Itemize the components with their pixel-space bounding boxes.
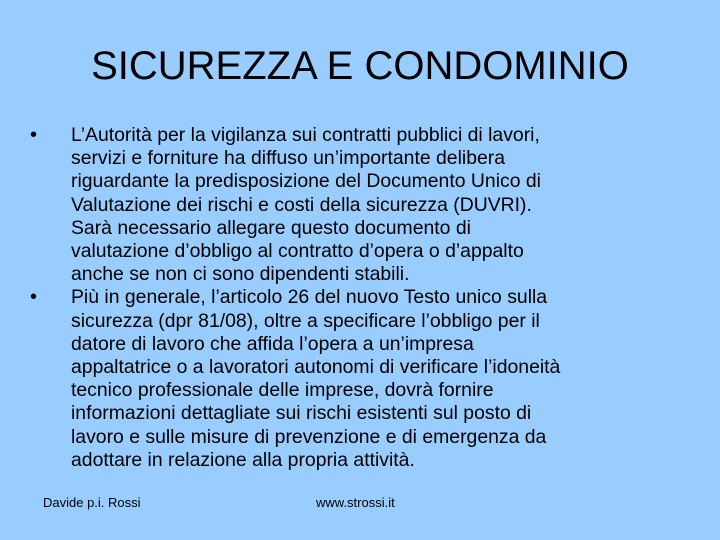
bullet-text-line: lavoro e sulle misure di prevenzione e di emergenza da <box>71 425 547 448</box>
bullet-text-line: sicurezza (dpr 81/08), oltre a specificare l’obbligo per il <box>71 309 540 332</box>
footer-author: Davide p.i. Rossi <box>43 495 141 510</box>
bullet-text-line: valutazione d’obbligo al contratto d’opera o d’appalto <box>71 240 524 263</box>
bullet-text-line: Più in generale, l’articolo 26 del nuovo Testo unico sulla <box>71 286 548 309</box>
bullet-list <box>28 124 700 472</box>
bullet-text-line: Valutazione dei rischi e costi della sicurezza (DUVRI). <box>71 193 532 216</box>
bullet-marker: • <box>30 286 38 309</box>
bullet-text-line: informazioni dettagliate sui rischi esistenti sul posto di <box>71 402 532 425</box>
bullet-text-line: adottare in relazione alla propria attività. <box>71 448 415 471</box>
bullet-item-delibera <box>28 124 700 286</box>
bullet-text-line: riguardante la predisposizione del Documento Unico di <box>71 170 541 193</box>
bullet-text-line: Sarà necessario allegare questo documento di <box>71 216 471 239</box>
bullet-text-line: tecnico professionale delle imprese, dovrà fornire <box>71 379 494 402</box>
footer-url: www.strossi.it <box>316 495 395 510</box>
bullet-text-line: L’Autorità per la vigilanza sui contratti pubblici di lavori, <box>71 124 540 146</box>
bullet-text-line: anche se non ci sono dipendenti stabili. <box>71 263 410 286</box>
bullet-text-line: servizi e forniture ha diffuso un’importante delibera <box>71 147 506 170</box>
bullet-item-articolo-26 <box>28 286 700 472</box>
bullet-text-line: datore di lavoro che affida l’opera a un’impresa <box>71 332 474 355</box>
slide-title: SICUREZZA E CONDOMINIO <box>91 44 629 88</box>
bullet-text-line: appaltatrice o a lavoratori autonomi di verificare l’idoneità <box>71 356 561 379</box>
bullet-marker: • <box>30 124 38 146</box>
